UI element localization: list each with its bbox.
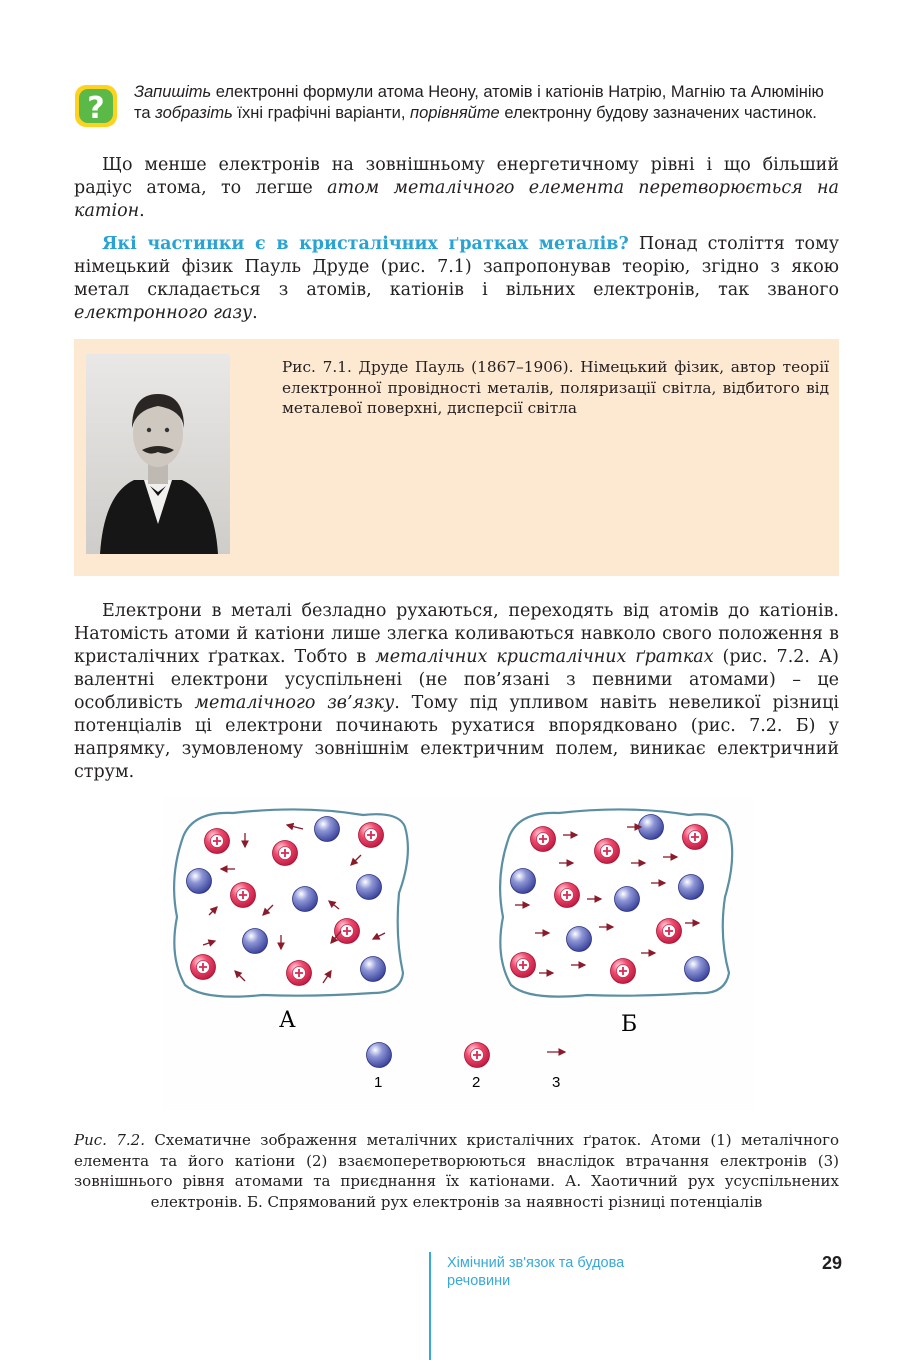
legend-atom-icon [367,1043,392,1068]
legend [367,1043,566,1092]
text-run: . [252,303,258,323]
text-run: металічного зв’язку [194,693,395,713]
svg-text:?: ? [87,91,105,126]
text-run: Що менше електронів на зовнішньому енергетичному рівні і що більший радіус атома, то легше [74,155,839,198]
text-run: атом металічного елемента перетворюється на катіон [74,178,839,221]
legend-label-1: 1 [374,1074,383,1091]
text-run: (рис. 7.2. А) валентні електрони усуспільнені (не пов’язані з певними атомами) – це особливість [74,647,839,713]
lattice-diagram [163,797,753,1110]
legend-cation-icon [465,1043,490,1068]
section-title: Хімічний зв'язок та будова речовини [447,1255,625,1289]
portrait-photo [86,354,230,554]
figure-caption [74,1130,839,1212]
text-run: Рис. 7.2. [74,1131,145,1149]
photo-box [74,339,839,576]
text-run: порівняйте [410,104,500,122]
panel-a-label: А [279,1008,296,1033]
question-mark-icon [74,84,118,128]
text-run: Схематичне зображення металічних кристалічних ґраток. Атоми (1) металічного елемента та його катіони (2) взаємоперетворюються внаслідок втрачання електронів (3) зовнішнього рівня атомами та приєднання їх катіонами. А. Хаотичний рух усуспільнених електронів. Б. Спрямований рух електронів за наявності різниці потенціалів [74,1131,839,1211]
figure-7-2 [163,797,753,1110]
legend-label-2: 2 [472,1074,481,1091]
photo-caption: Рис. 7.1. Друде Пауль (1867–1906). Німецький фізик, автор теорії електронної провідності металів, поляризації світла, відбитого від металевої поверхні, дисперсії світла [282,358,829,417]
text-run: металічних кристалічних ґратках [375,647,714,667]
text-run: електронного газу [74,303,253,323]
paragraph-2-question: Які частинки є в кристалічних ґратках металів? [102,234,629,254]
text-run: електронну будову зазначених частинок. [499,104,817,122]
text-run: їхні графічні варіанти, [232,104,411,122]
panel-b-label: Б [621,1012,638,1037]
legend-label-3: 3 [552,1074,561,1091]
paragraph-2 [74,233,839,325]
text-run: . Тому під упливом навіть невеликої різниці потенціалів ці електрони починають рухатися впорядковано (рис. 7.2. Б) у напрямку, зумовленому зовнішнім електричним полем, виникає електричний струм. [74,693,839,782]
text-run: . [139,201,145,221]
footer-divider [429,1252,431,1360]
text-run: Електрони в металі безладно рухаються, переходять від атомів до катіонів. Натомість атоми й катіони лише злегка коливаються навколо свого положення в кристалічних ґратках. Тобто в [74,601,839,667]
text-run: Запишіть [134,83,212,101]
text-run: Понад століття тому німецький фізик Пауль Друде (рис. 7.1) запропонував теорію, згідно з якою метал складається з атомів, катіонів і вільних електронів, так званого [74,234,839,300]
paragraph-1 [74,154,839,223]
paragraph-3 [74,600,839,784]
page-number: 29 [821,1253,842,1273]
text-run: електронні формули атома Неону, атомів і катіонів Натрію, Магнію та Алюмінію та [134,83,824,122]
task-text [134,82,842,124]
text-run: зобразіть [155,104,233,122]
